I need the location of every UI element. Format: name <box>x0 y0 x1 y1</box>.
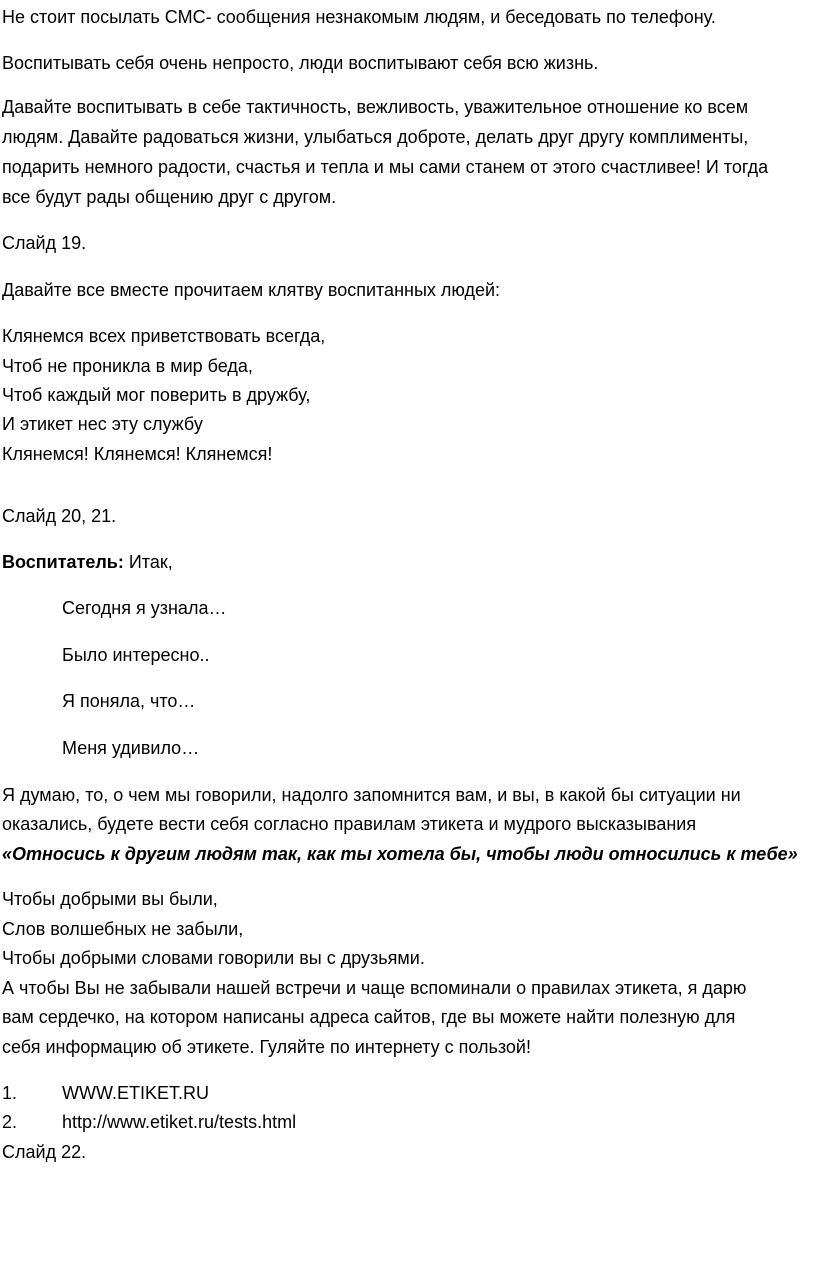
paragraph-oath-intro: Давайте все вместе прочитаем клятву воспитанных людей: <box>2 280 501 300</box>
paragraph-gift-line-2: вам сердечко, на котором написаны адреса сайтов, где вы можете найти полезную для <box>2 1007 736 1027</box>
prompt-1: Сегодня я узнала… <box>62 598 227 618</box>
paragraph-tact-line-3: подарить немного радости, счастья и тепла и мы сами станем от этого счастливее! И тогда <box>2 157 769 177</box>
link-number-2: 2. <box>2 1112 18 1132</box>
quote-golden-rule: «Относись к другим людям так, как ты хотела бы, чтобы люди относились к тебе» <box>2 844 798 864</box>
oath-line-4: И этикет нес эту службу <box>2 414 203 434</box>
link-text-1[interactable]: WWW.ETIKET.RU <box>62 1083 209 1103</box>
paragraph-upbringing: Воспитывать себя очень непросто, люди воспитывают себя всю жизнь. <box>2 53 599 73</box>
slide-20-21-label: Слайд 20, 21. <box>2 506 117 526</box>
teacher-label: Воспитатель: <box>2 552 124 572</box>
oath-line-5: Клянемся! Клянемся! Клянемся! <box>2 444 273 464</box>
paragraph-gift-line-1: А чтобы Вы не забывали нашей встречи и чаще вспоминали о правилах этикета, я дарю <box>2 978 747 998</box>
paragraph-conclusion-line-1: Я думаю, то, о чем мы говорили, надолго запомнится вам, и вы, в какой бы ситуации ни <box>2 785 741 805</box>
slide-19-label: Слайд 19. <box>2 233 87 253</box>
link-text-2[interactable]: http://www.etiket.ru/tests.html <box>62 1112 297 1132</box>
prompt-4: Меня удивило… <box>62 738 200 758</box>
oath-line-2: Чтоб не проникла в мир беда, <box>2 356 253 376</box>
teacher-line <box>2 551 173 573</box>
link-number-1: 1. <box>2 1083 18 1103</box>
poem-line-3: Чтобы добрыми словами говорили вы с друзьями. <box>2 948 425 968</box>
paragraph-tact-line-2: людям. Давайте радоваться жизни, улыбаться доброте, делать друг другу комплименты, <box>2 127 749 147</box>
poem-line-2: Слов волшебных не забыли, <box>2 919 244 939</box>
oath-line-3: Чтоб каждый мог поверить в дружбу, <box>2 385 311 405</box>
prompt-2: Было интересно.. <box>62 645 210 665</box>
paragraph-sms: Не стоит посылать СМС- сообщения незнакомым людям, и беседовать по телефону. <box>2 7 716 27</box>
paragraph-tact-line-1: Давайте воспитывать в себе тактичность, вежливость, уважительное отношение ко всем <box>2 97 749 117</box>
prompt-3: Я поняла, что… <box>62 691 196 711</box>
link-item-2 <box>2 1111 296 1133</box>
teacher-text: Итак, <box>123 552 173 572</box>
paragraph-tact-line-4: все будут рады общению друг с другом. <box>2 187 337 207</box>
oath-line-1: Клянемся всех приветствовать всегда, <box>2 326 326 346</box>
paragraph-gift-line-3: себя информацию об этикете. Гуляйте по интернету с пользой! <box>2 1037 531 1057</box>
poem-line-1: Чтобы добрыми вы были, <box>2 889 218 909</box>
link-item-1 <box>2 1082 209 1104</box>
paragraph-conclusion-line-2: оказались, будете вести себя согласно правилам этикета и мудрого высказывания <box>2 814 697 834</box>
slide-22-label: Слайд 22. <box>2 1142 87 1162</box>
